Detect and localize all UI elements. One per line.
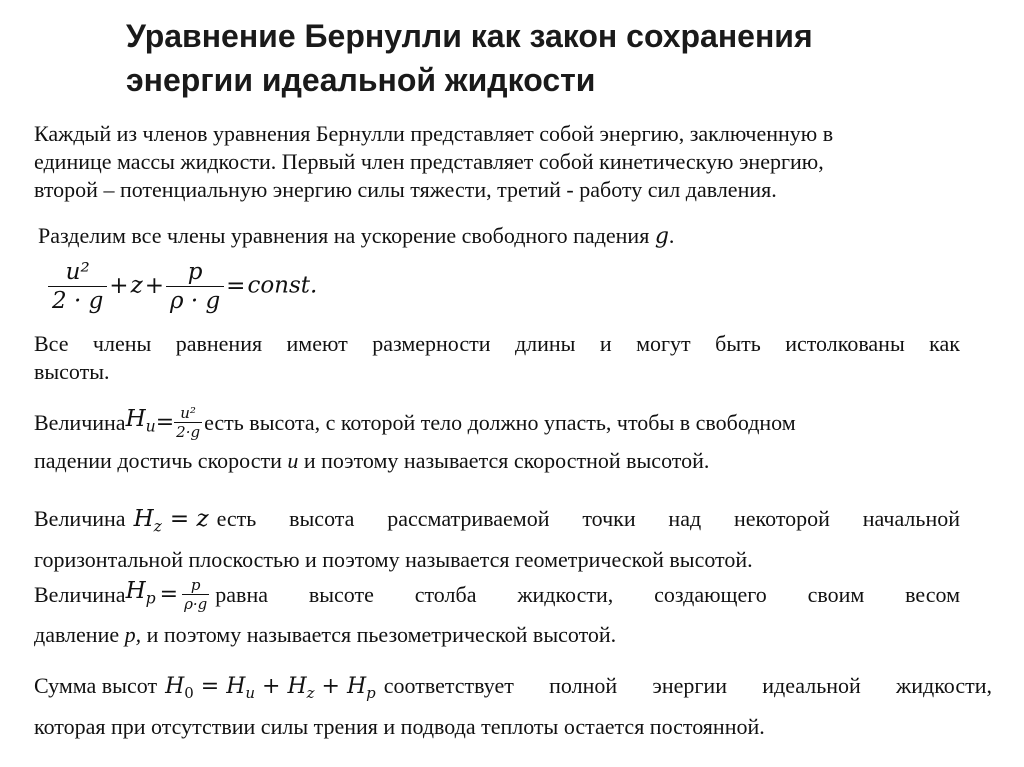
fraction-denominator: 2 · g [52,288,104,314]
constant: const. [247,272,318,299]
symbol-hp: $H_p$ [125,577,156,608]
fraction-numerator: u² [65,259,90,285]
fraction-pressure-head [166,258,224,315]
plus-sign: + [109,272,129,299]
slide-title [126,14,986,102]
slide-title-line-1: Уравнение Бернулли как закон сохранения [126,18,813,54]
paragraph-energy-terms [34,120,833,204]
paragraph-text: есть высота, с которой тело должно упасть, чтобы в свободном [204,409,796,435]
fraction-numerator: u² [180,404,196,422]
fraction-denominator: ρ·g [184,595,208,613]
paragraph-piezometric-head [34,576,960,649]
equals-sign: = [155,409,175,435]
fraction-velocity-head [48,258,107,315]
paragraph-line: Все члены равнения имеют размерности длины и могут быть истолкованы как [34,331,960,356]
formula-total-head: $H_0 = H_u + H_z + H_p$ [165,674,376,703]
paragraph-text: равна высоте столба жидкости, создающего своим весом [215,581,960,607]
equals-sign: = [159,581,179,607]
bernoulli-height-equation [48,258,317,315]
variable-g: g [654,224,669,249]
label-velichina: Величина [34,506,126,531]
variable-z: z [130,272,143,299]
paragraph-dimensions [34,330,960,386]
paragraph-line: которая при отсутствии силы трения и подвода теплоты остается постоянной. [34,714,765,740]
symbol-hu: $H_u$ [125,405,156,436]
paragraph-divide-by-g [38,222,674,251]
fraction-numerator: p [187,259,203,285]
paragraph-line: единице массы жидкости. Первый член представляет собой кинетическую энергию, [34,149,824,174]
paragraph-line: горизонтальной плоскостью и поэтому называется геометрической высотой. [34,547,753,573]
slide-title-line-2: энергии идеальной жидкости [126,62,596,98]
plus-sign: + [144,272,164,299]
fraction-denominator: ρ · g [169,288,221,314]
paragraph-text: Разделим все члены уравнения на ускорение свободного падения [38,223,650,248]
symbol-hz: $H_z$ [133,506,162,536]
paragraph-geometric-head [34,505,960,574]
fraction-u2-2g [174,404,202,441]
paragraph-text: соответствует полной энергии идеальной жидкости, [383,673,992,698]
paragraph-line: высоты. [34,359,110,384]
paragraph-line: давление p, и поэтому называется пьезометрической высотой. [34,622,617,647]
variable-p: p, [124,622,142,647]
label-velichina: Величина [34,409,126,435]
period: . [668,223,675,248]
fraction-denominator: 2·g [176,423,201,441]
paragraph-velocity-head [34,404,960,475]
fraction-numerator: p [190,576,201,594]
fraction-p-rhog [182,576,209,613]
variable-u: u [287,448,299,473]
equals-sign: = [226,272,246,299]
paragraph-total-head [34,672,992,741]
label-summa-vysot: Сумма высот [34,673,158,698]
equals-z: = z [169,506,209,532]
paragraph-line: второй – потенциальную энергию силы тяжести, третий - работу сил давления. [34,177,777,202]
paragraph-text: есть высота рассматриваемой точки над некоторой начальной [216,506,960,531]
paragraph-line: Каждый из членов уравнения Бернулли представляет собой энергию, заключенную в [34,121,834,146]
label-velichina: Величина [34,581,126,607]
paragraph-line: падении достичь скорости u и поэтому называется скоростной высотой. [34,448,710,473]
